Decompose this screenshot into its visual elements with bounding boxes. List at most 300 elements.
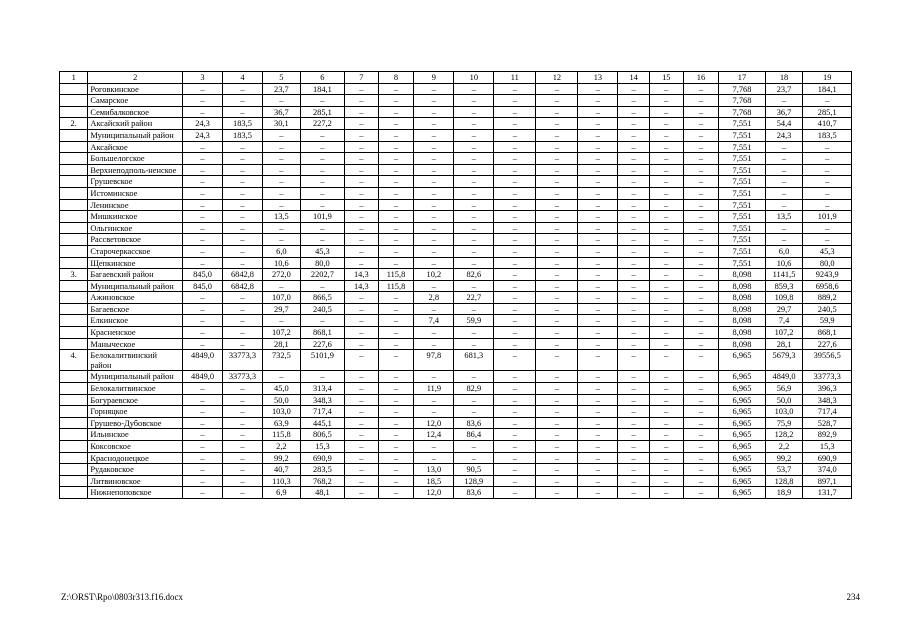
value-cell: – [536,245,578,257]
column-header: 15 [649,72,683,84]
value-cell: – [378,338,414,350]
row-number-cell [60,452,88,464]
value-cell: 7,551 [719,129,765,141]
column-header: 17 [719,72,765,84]
value-cell: – [649,234,683,246]
value-cell: 48,1 [300,487,344,499]
value-cell: – [378,475,414,487]
value-cell: – [765,153,803,165]
table-row [60,129,852,141]
value-cell: – [618,475,650,487]
value-cell: – [300,164,344,176]
name-cell: Ленинское [88,199,183,211]
value-cell: – [618,383,650,395]
value-cell: – [578,315,618,327]
value-cell: – [344,406,378,418]
value-cell: 83,6 [454,417,494,429]
value-cell: 313,4 [300,383,344,395]
value-cell: – [262,199,300,211]
value-cell: – [300,371,344,383]
value-cell: – [414,118,454,130]
value-cell: – [578,245,618,257]
value-cell: 24,3 [183,118,223,130]
value-cell: – [683,211,719,223]
value-cell: – [378,327,414,339]
value-cell: – [649,118,683,130]
value-cell: – [454,95,494,107]
value-cell: – [494,164,536,176]
table-row [60,118,852,130]
table-row [60,106,852,118]
value-cell: – [378,199,414,211]
value-cell: – [223,199,263,211]
name-cell: Самарское [88,95,183,107]
value-cell: – [618,464,650,476]
value-cell: – [536,164,578,176]
value-cell: 348,3 [300,394,344,406]
row-number-cell [60,280,88,292]
table-row [60,153,852,165]
value-cell: – [494,141,536,153]
row-number-cell [60,95,88,107]
row-number-cell [60,487,88,499]
value-cell: 12,0 [414,487,454,499]
value-cell: – [683,234,719,246]
value-cell: 7,551 [719,141,765,153]
value-cell: – [344,292,378,304]
value-cell: – [578,394,618,406]
value-cell: – [649,406,683,418]
value-cell: – [378,83,414,95]
value-cell: 97,8 [414,350,454,371]
row-number-cell: 3. [60,269,88,281]
value-cell: – [618,187,650,199]
value-cell: – [618,141,650,153]
value-cell: – [578,118,618,130]
value-cell: 5679,3 [765,350,803,371]
value-cell: 7,768 [719,83,765,95]
value-cell: – [414,95,454,107]
value-cell: 7,768 [719,95,765,107]
value-cell: – [803,141,852,153]
value-cell: – [683,292,719,304]
value-cell: – [344,106,378,118]
value-cell: 866,5 [300,292,344,304]
value-cell: – [300,95,344,107]
value-cell: 40,7 [262,464,300,476]
value-cell: – [683,429,719,441]
value-cell: – [300,222,344,234]
value-cell: – [454,245,494,257]
value-cell: – [578,464,618,476]
value-cell: – [578,187,618,199]
value-cell: 7,551 [719,257,765,269]
value-cell: – [223,475,263,487]
value-cell: 59,9 [454,315,494,327]
row-number-cell [60,176,88,188]
value-cell: 28,1 [765,338,803,350]
value-cell: – [378,441,414,453]
value-cell: – [494,176,536,188]
value-cell: 7,551 [719,222,765,234]
value-cell: – [618,153,650,165]
value-cell: 859,3 [765,280,803,292]
value-cell: – [454,452,494,464]
value-cell: – [344,141,378,153]
value-cell: – [683,129,719,141]
value-cell: – [454,118,494,130]
value-cell: – [683,187,719,199]
value-cell: – [223,83,263,95]
value-cell: – [578,141,618,153]
value-cell: 39556,5 [803,350,852,371]
value-cell: – [414,280,454,292]
value-cell: 806,5 [300,429,344,441]
value-cell: – [300,280,344,292]
page-number: 234 [846,592,860,602]
value-cell: – [262,187,300,199]
column-header: 7 [344,72,378,84]
value-cell: 227,6 [803,338,852,350]
value-cell: – [536,487,578,499]
value-cell: – [649,417,683,429]
value-cell: – [536,452,578,464]
value-cell: – [578,406,618,418]
name-cell: Роговкинское [88,83,183,95]
name-cell: Аксайский район [88,118,183,130]
name-cell: Белокалитвинское [88,383,183,395]
value-cell: – [578,95,618,107]
value-cell: 2,2 [262,441,300,453]
value-cell: – [183,315,223,327]
value-cell: – [344,315,378,327]
value-cell: 6,965 [719,464,765,476]
value-cell: 18,9 [765,487,803,499]
value-cell: – [683,417,719,429]
value-cell: 285,1 [803,106,852,118]
value-cell: – [454,338,494,350]
value-cell: 681,3 [454,350,494,371]
value-cell: 15,3 [300,441,344,453]
value-cell: – [494,315,536,327]
value-cell: – [649,95,683,107]
value-cell: 10,6 [765,257,803,269]
value-cell: – [183,199,223,211]
value-cell: – [183,257,223,269]
table-row [60,164,852,176]
value-cell: 8,098 [719,338,765,350]
value-cell: – [578,234,618,246]
value-cell: 80,0 [300,257,344,269]
value-cell: – [223,383,263,395]
value-cell: – [618,222,650,234]
value-cell: – [683,141,719,153]
value-cell: 101,9 [803,211,852,223]
value-cell: – [618,406,650,418]
value-cell: – [494,280,536,292]
value-cell: – [683,487,719,499]
value-cell: – [683,164,719,176]
value-cell: – [618,429,650,441]
column-header: 3 [183,72,223,84]
value-cell: – [414,406,454,418]
value-cell: – [618,280,650,292]
value-cell: – [183,106,223,118]
value-cell: – [618,487,650,499]
value-cell: – [494,394,536,406]
column-header: 19 [803,72,852,84]
value-cell: 6,965 [719,371,765,383]
value-cell: 15,3 [803,441,852,453]
name-cell: Грушевское [88,176,183,188]
value-cell: – [578,350,618,371]
value-cell: 33773,3 [803,371,852,383]
value-cell: – [536,234,578,246]
value-cell: – [183,487,223,499]
row-number-cell [60,222,88,234]
value-cell: – [183,394,223,406]
value-cell: – [454,303,494,315]
value-cell: – [344,129,378,141]
value-cell: – [344,475,378,487]
value-cell: – [683,338,719,350]
value-cell: – [618,176,650,188]
value-cell: 183,5 [223,118,263,130]
value-cell: – [344,164,378,176]
value-cell: 23,7 [262,83,300,95]
value-cell: – [183,141,223,153]
value-cell: 717,4 [803,406,852,418]
value-cell: – [300,141,344,153]
value-cell: 83,6 [454,487,494,499]
value-cell: – [649,211,683,223]
value-cell: – [578,441,618,453]
value-cell: – [414,257,454,269]
value-cell: 36,7 [262,106,300,118]
value-cell: – [578,303,618,315]
value-cell: – [536,429,578,441]
value-cell: – [300,129,344,141]
value-cell: – [683,199,719,211]
value-cell: – [300,199,344,211]
value-cell: – [494,371,536,383]
value-cell: 227,6 [300,338,344,350]
value-cell: – [454,106,494,118]
name-cell: Аксайское [88,141,183,153]
value-cell: – [494,83,536,95]
table-row [60,292,852,304]
value-cell: – [536,187,578,199]
value-cell: 33773,3 [223,350,263,371]
value-cell: 8,098 [719,315,765,327]
value-cell: 2,2 [765,441,803,453]
value-cell: – [454,280,494,292]
column-header: 1 [60,72,88,84]
row-number-cell [60,338,88,350]
value-cell: 868,1 [300,327,344,339]
value-cell: – [378,315,414,327]
value-cell: – [183,303,223,315]
value-cell: – [344,199,378,211]
value-cell: – [454,257,494,269]
value-cell: – [378,303,414,315]
value-cell: – [183,176,223,188]
table-row [60,475,852,487]
header-row [60,72,852,84]
table-row [60,245,852,257]
value-cell: – [223,327,263,339]
value-cell: 12,0 [414,417,454,429]
value-cell: – [683,106,719,118]
value-cell: – [494,475,536,487]
value-cell: – [536,327,578,339]
value-cell: – [578,199,618,211]
name-cell: Большелогское [88,153,183,165]
value-cell: – [183,164,223,176]
value-cell: – [765,222,803,234]
row-number-cell: 4. [60,350,88,371]
value-cell: – [344,371,378,383]
value-cell: – [494,383,536,395]
value-cell: – [454,441,494,453]
value-cell: – [494,153,536,165]
value-cell: – [378,371,414,383]
value-cell: – [683,315,719,327]
value-cell: – [344,211,378,223]
value-cell: – [344,350,378,371]
value-cell: – [494,303,536,315]
value-cell: 6,965 [719,475,765,487]
value-cell: – [618,441,650,453]
value-cell: 445,1 [300,417,344,429]
value-cell: – [578,338,618,350]
value-cell: 7,551 [719,118,765,130]
table-row [60,269,852,281]
value-cell: – [618,164,650,176]
value-cell: – [414,187,454,199]
value-cell: 6,965 [719,487,765,499]
value-cell: 4849,0 [183,350,223,371]
value-cell: – [578,292,618,304]
name-cell: Багаевский район [88,269,183,281]
value-cell: – [683,441,719,453]
value-cell: – [183,95,223,107]
value-cell: 7,551 [719,164,765,176]
name-cell: Богураевское [88,394,183,406]
value-cell: – [536,338,578,350]
value-cell: – [378,257,414,269]
value-cell: – [454,394,494,406]
row-number-cell [60,315,88,327]
column-header: 18 [765,72,803,84]
value-cell: – [683,222,719,234]
value-cell: – [494,269,536,281]
value-cell: 8,098 [719,280,765,292]
value-cell: – [649,153,683,165]
value-cell: 128,2 [765,429,803,441]
value-cell: – [649,371,683,383]
value-cell: 115,8 [378,269,414,281]
value-cell: – [414,83,454,95]
value-cell: – [223,153,263,165]
value-cell: – [536,83,578,95]
value-cell: 99,2 [262,452,300,464]
value-cell: 8,098 [719,327,765,339]
value-cell: – [578,475,618,487]
value-cell: – [578,176,618,188]
table-header [60,72,852,84]
value-cell: – [494,406,536,418]
value-cell: 29,7 [765,303,803,315]
value-cell: – [414,106,454,118]
value-cell: 9243,9 [803,269,852,281]
value-cell: – [378,153,414,165]
value-cell: – [765,176,803,188]
value-cell: – [578,211,618,223]
value-cell: – [378,383,414,395]
value-cell: – [536,269,578,281]
value-cell: – [803,187,852,199]
value-cell: – [344,441,378,453]
value-cell: – [378,292,414,304]
table-row [60,394,852,406]
table-row [60,417,852,429]
value-cell: 12,4 [414,429,454,441]
value-cell: 892,9 [803,429,852,441]
table-row [60,452,852,464]
row-number-cell [60,371,88,383]
value-cell: – [183,464,223,476]
name-cell: Красненское [88,327,183,339]
value-cell: – [494,417,536,429]
value-cell: 115,8 [378,280,414,292]
value-cell: – [494,338,536,350]
value-cell: – [536,176,578,188]
value-cell: – [300,234,344,246]
value-cell: – [378,245,414,257]
table-row [60,83,852,95]
value-cell: – [536,383,578,395]
value-cell: 183,5 [803,129,852,141]
value-cell: – [618,199,650,211]
value-cell: 103,0 [765,406,803,418]
value-cell: – [803,95,852,107]
value-cell: – [578,371,618,383]
value-cell: – [344,452,378,464]
value-cell: – [536,106,578,118]
value-cell: – [344,187,378,199]
value-cell: – [618,95,650,107]
value-cell: – [223,487,263,499]
value-cell: – [536,257,578,269]
value-cell: – [578,280,618,292]
value-cell: – [683,394,719,406]
value-cell: – [578,257,618,269]
value-cell: – [378,452,414,464]
value-cell: – [683,303,719,315]
value-cell: – [765,187,803,199]
value-cell: – [378,95,414,107]
value-cell: – [183,292,223,304]
value-cell: – [223,187,263,199]
value-cell: – [454,406,494,418]
value-cell: – [618,234,650,246]
value-cell: – [578,429,618,441]
value-cell: – [414,338,454,350]
value-cell: – [494,199,536,211]
table-row [60,487,852,499]
value-cell: – [262,371,300,383]
